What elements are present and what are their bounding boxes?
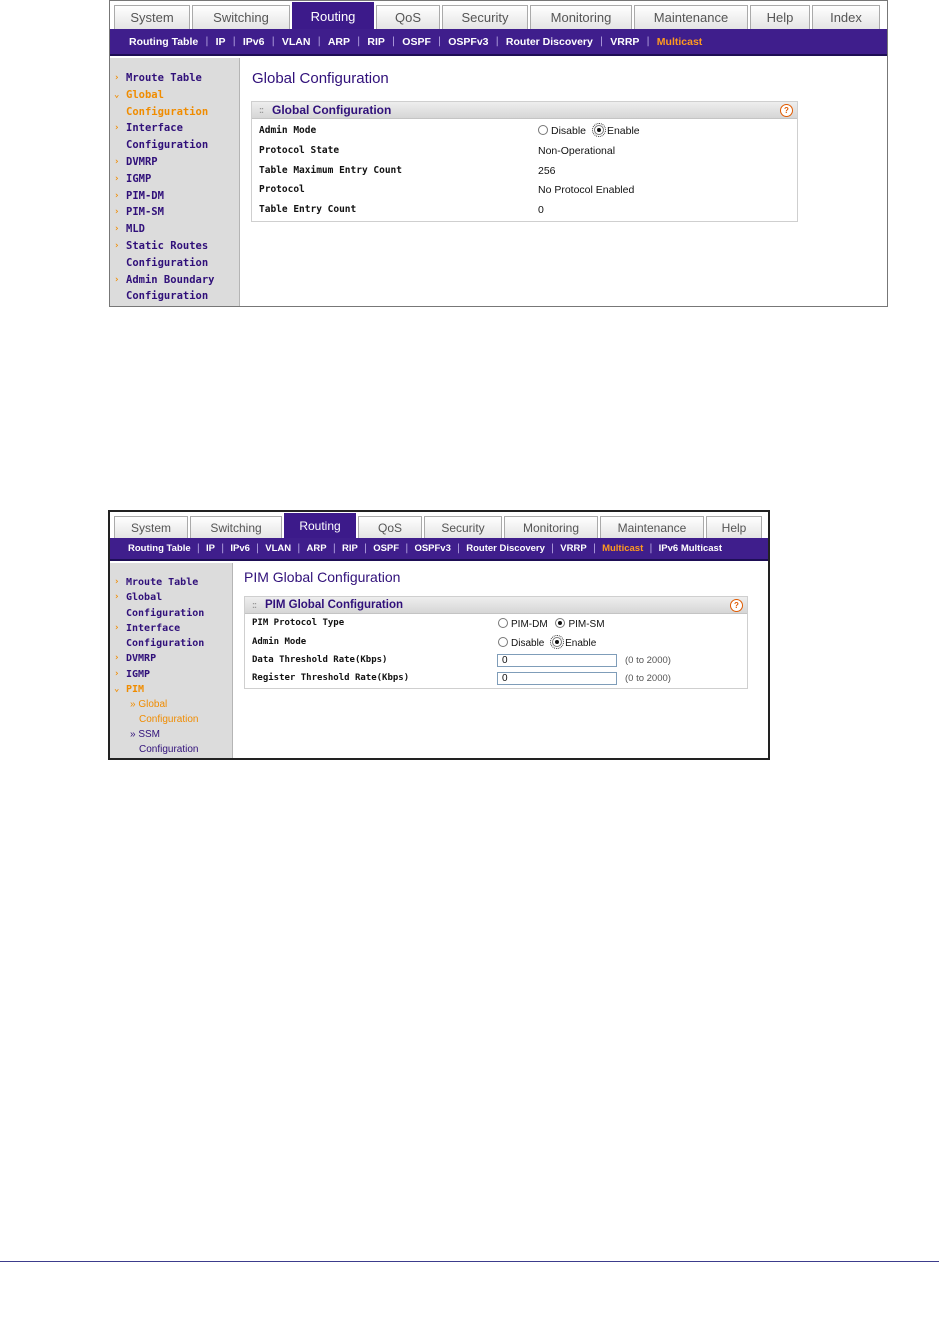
chevron-right-icon: › xyxy=(114,207,120,218)
sidebar-item-dvmrp[interactable] xyxy=(110,651,232,666)
tab-monitoring[interactable]: Monitoring xyxy=(530,5,632,29)
sidebar-item-mroute-table[interactable] xyxy=(110,575,232,590)
subnav-separator: | xyxy=(391,36,396,47)
pim-protocol-type-options xyxy=(498,618,605,630)
sidebar-item-label: Mroute Table xyxy=(126,577,199,588)
protocol-row xyxy=(252,181,797,200)
admin-mode-disable-label: Disable xyxy=(511,638,545,649)
data-threshold-range: (0 to 2000) xyxy=(625,655,671,666)
subnav-ip[interactable]: IP xyxy=(206,543,215,554)
pim-sm-label: PIM-SM xyxy=(568,619,605,630)
admin-mode-enable-radio[interactable] xyxy=(552,637,562,647)
subnav-arp[interactable]: ARP xyxy=(306,543,327,554)
global-configuration-screenshot xyxy=(109,0,888,307)
chevron-down-icon: ⌄ xyxy=(114,89,120,100)
table-entry-count-value: 0 xyxy=(538,204,544,216)
tab-switching[interactable]: Switching xyxy=(192,5,290,29)
subnav-separator: | xyxy=(363,543,368,554)
sidebar-item-pim-sm[interactable] xyxy=(110,204,239,221)
sidebar-item-label: DVMRP xyxy=(126,653,157,665)
table-max-entry-value: 256 xyxy=(538,165,556,177)
tab-switching[interactable]: Switching xyxy=(190,516,282,538)
tab-security[interactable]: Security xyxy=(442,5,528,29)
panel-title: PIM Global Configuration xyxy=(265,599,403,611)
subnav-ipv6[interactable]: IPv6 xyxy=(242,35,265,48)
subnav-router-discovery[interactable]: Router Discovery xyxy=(505,35,593,48)
chevron-right-icon: › xyxy=(114,123,120,134)
tab-monitoring[interactable]: Monitoring xyxy=(504,516,598,538)
pim-dm-radio[interactable] xyxy=(498,618,508,628)
sidebar-item-mroute-table[interactable] xyxy=(110,70,239,87)
sidebar-item-igmp[interactable] xyxy=(110,667,232,682)
chevron-right-icon: › xyxy=(114,653,120,664)
panel-header xyxy=(245,597,747,614)
admin-mode-disable-label: Disable xyxy=(551,125,587,137)
drag-handle-icon: :: xyxy=(259,105,263,115)
table-max-entry-label: Table Maximum Entry Count xyxy=(259,165,402,176)
page-title: PIM Global Configuration xyxy=(244,569,401,585)
pim-protocol-type-label: PIM Protocol Type xyxy=(252,618,345,628)
subnav-routing-table[interactable]: Routing Table xyxy=(129,35,199,48)
page-title: Global Configuration xyxy=(252,70,389,87)
tab-system[interactable]: System xyxy=(114,516,188,538)
sidebar xyxy=(110,58,240,306)
subnav-separator: | xyxy=(646,36,650,47)
main-tab-bar xyxy=(110,1,887,29)
sidebar-item-label: Admin Boundary xyxy=(126,273,215,286)
sidebar-item-label: Static Routes xyxy=(126,239,209,252)
table-max-entry-row xyxy=(252,162,797,181)
sidebar-item-label: Mroute Table xyxy=(126,72,202,84)
sidebar-item-label-continued[interactable]: Configuration xyxy=(126,638,205,650)
admin-mode-enable-label: Enable xyxy=(565,638,597,649)
sidebar-item-label-continued[interactable]: Configuration xyxy=(126,290,209,303)
sidebar-subitem-pim-ssm[interactable]: » SSM xyxy=(130,729,161,741)
sidebar-item-label-continued[interactable]: Configuration xyxy=(126,139,209,152)
sidebar-item-interface-configuration[interactable] xyxy=(110,120,239,137)
protocol-state-label: Protocol State xyxy=(259,145,340,156)
sidebar-item-igmp[interactable] xyxy=(110,171,239,188)
subnav-separator: | xyxy=(332,543,336,554)
subnav-multicast[interactable]: Multicast xyxy=(602,543,644,554)
chevron-right-icon: › xyxy=(114,156,120,167)
subnav-separator: | xyxy=(205,36,209,47)
sidebar-item-label: Interface xyxy=(126,122,183,135)
tab-index[interactable]: Index xyxy=(812,5,880,29)
protocol-state-value: Non-Operational xyxy=(538,145,616,157)
tab-help[interactable]: Help xyxy=(750,5,810,29)
subnav-ospf[interactable]: OSPF xyxy=(373,543,400,554)
sidebar-subitem-label-continued[interactable]: Configuration xyxy=(139,744,199,756)
sidebar-item-label-continued[interactable]: Configuration xyxy=(126,105,209,118)
chevron-right-icon: › xyxy=(114,173,120,184)
sidebar-item-mld[interactable] xyxy=(110,221,239,238)
register-threshold-range: (0 to 2000) xyxy=(625,673,671,684)
chevron-right-icon: › xyxy=(114,190,120,201)
chevron-right-icon: › xyxy=(114,240,120,251)
tab-maintenance[interactable]: Maintenance xyxy=(600,516,704,538)
subnav-separator: | xyxy=(255,543,260,554)
tab-qos[interactable]: QoS xyxy=(376,5,440,29)
sidebar-item-global-configuration[interactable] xyxy=(110,87,239,104)
tab-security[interactable]: Security xyxy=(424,516,502,538)
sidebar-item-label: PIM-DM xyxy=(126,189,164,202)
tab-maintenance[interactable]: Maintenance xyxy=(634,5,748,29)
admin-mode-enable-radio[interactable] xyxy=(594,125,604,135)
subnav-ipv6-multicast[interactable]: IPv6 Multicast xyxy=(658,543,722,554)
pim-protocol-type-row xyxy=(245,615,747,633)
pim-global-configuration-panel xyxy=(244,596,748,689)
subnav-separator: | xyxy=(495,36,499,47)
sidebar-subitem-pim-global[interactable]: » Global xyxy=(130,699,168,711)
subnav-separator: | xyxy=(550,543,555,554)
admin-mode-disable-radio[interactable] xyxy=(498,637,508,647)
table-entry-count-label: Table Entry Count xyxy=(259,204,357,215)
sidebar-item-label-continued[interactable]: Configuration xyxy=(126,256,209,269)
register-threshold-input[interactable] xyxy=(497,672,617,685)
admin-mode-options xyxy=(538,125,640,137)
sidebar-item-label: Global xyxy=(126,88,164,101)
tab-help[interactable]: Help xyxy=(706,516,762,538)
subnav-separator: | xyxy=(297,543,301,554)
subnav-vlan[interactable]: VLAN xyxy=(265,543,292,554)
subnav-arp[interactable]: ARP xyxy=(327,35,351,48)
subnav-separator: | xyxy=(649,543,653,554)
sidebar-item-global-configuration[interactable] xyxy=(110,590,232,605)
chevron-right-icon: › xyxy=(114,592,120,603)
subnav-vrrp[interactable]: VRRP xyxy=(560,543,587,554)
admin-mode-options xyxy=(498,637,596,649)
subnav-ospf[interactable]: OSPF xyxy=(402,35,431,48)
chevron-down-icon: ⌄ xyxy=(114,684,120,695)
subnav-separator: | xyxy=(271,36,275,47)
protocol-label: Protocol xyxy=(259,184,305,195)
chevron-right-icon: › xyxy=(114,622,120,633)
sidebar-item-admin-boundary[interactable] xyxy=(110,272,239,289)
page-footer-rule xyxy=(0,1261,939,1262)
sidebar-item-label: Global xyxy=(126,592,163,604)
sidebar-item-label: Interface xyxy=(126,622,181,634)
subnav-separator: | xyxy=(456,543,461,554)
data-threshold-input[interactable] xyxy=(497,654,617,667)
subnav-multicast[interactable]: Multicast xyxy=(656,35,703,48)
pim-dm-label: PIM-DM xyxy=(511,619,548,630)
subnav-separator: | xyxy=(357,36,361,47)
chevron-right-icon: › xyxy=(114,577,120,587)
sidebar-item-dvmrp[interactable] xyxy=(110,154,239,171)
chevron-right-icon: › xyxy=(114,668,120,679)
subnav-ipv6[interactable]: IPv6 xyxy=(230,543,250,554)
sidebar xyxy=(110,563,233,758)
admin-mode-row xyxy=(245,634,747,652)
help-icon[interactable]: ? xyxy=(730,599,743,612)
content-area xyxy=(233,563,768,758)
subnav-ip[interactable]: IP xyxy=(215,35,226,48)
global-configuration-panel xyxy=(251,101,798,222)
admin-mode-label: Admin Mode xyxy=(252,637,307,647)
register-threshold-row xyxy=(245,670,747,688)
routing-sub-nav xyxy=(110,538,768,561)
admin-mode-label: Admin Mode xyxy=(259,125,317,136)
sidebar-item-label: MLD xyxy=(126,223,145,236)
tab-system[interactable]: System xyxy=(114,5,190,29)
chevron-right-icon: › xyxy=(114,224,120,235)
main-tab-bar xyxy=(110,512,768,538)
pim-sm-radio[interactable] xyxy=(555,618,565,628)
sidebar-item-interface-configuration[interactable] xyxy=(110,621,232,636)
subnav-separator: | xyxy=(317,36,321,47)
admin-mode-enable-label: Enable xyxy=(606,125,640,137)
chevron-right-icon: › xyxy=(114,73,120,83)
subnav-separator: | xyxy=(437,36,442,47)
chevron-right-icon: › xyxy=(114,274,120,285)
admin-mode-disable-radio[interactable] xyxy=(538,125,548,135)
sidebar-item-label: DVMRP xyxy=(126,155,158,168)
help-icon[interactable]: ? xyxy=(780,104,793,117)
subnav-routing-table[interactable]: Routing Table xyxy=(128,543,191,554)
subnav-rip[interactable]: RIP xyxy=(367,35,385,48)
drag-handle-icon: :: xyxy=(252,600,256,610)
sidebar-item-label: IGMP xyxy=(126,172,152,185)
subnav-separator: | xyxy=(196,543,200,554)
sidebar-item-static-routes[interactable] xyxy=(110,238,239,255)
subnav-vrrp[interactable]: VRRP xyxy=(610,35,640,48)
subnav-ospfv3[interactable]: OSPFv3 xyxy=(448,35,489,48)
table-entry-count-row xyxy=(252,201,797,220)
protocol-state-row xyxy=(252,142,797,161)
subnav-separator: | xyxy=(592,543,597,554)
admin-mode-row xyxy=(252,122,797,141)
tab-routing[interactable]: Routing xyxy=(284,513,356,538)
tab-routing[interactable]: Routing xyxy=(292,2,374,29)
subnav-separator: | xyxy=(220,543,225,554)
routing-sub-nav xyxy=(110,29,887,56)
data-threshold-label: Data Threshold Rate(Kbps) xyxy=(252,655,388,665)
data-threshold-row xyxy=(245,652,747,670)
sidebar-item-label: PIM-SM xyxy=(126,206,164,219)
register-threshold-label: Register Threshold Rate(Kbps) xyxy=(252,673,410,683)
sidebar-item-pim[interactable] xyxy=(110,682,232,697)
protocol-value: No Protocol Enabled xyxy=(538,184,635,196)
sidebar-subitem-label-continued[interactable]: Configuration xyxy=(139,714,199,726)
pim-global-configuration-screenshot xyxy=(108,510,770,760)
panel-title: Global Configuration xyxy=(272,103,392,117)
content-area xyxy=(240,58,887,306)
subnav-ospfv3[interactable]: OSPFv3 xyxy=(414,543,451,554)
panel-header xyxy=(252,102,797,119)
tab-qos[interactable]: QoS xyxy=(358,516,422,538)
subnav-vlan[interactable]: VLAN xyxy=(281,35,311,48)
subnav-rip[interactable]: RIP xyxy=(341,543,358,554)
sidebar-item-label-continued[interactable]: Configuration xyxy=(126,607,205,619)
subnav-separator: | xyxy=(405,543,409,554)
sidebar-item-label: IGMP xyxy=(126,668,151,680)
subnav-separator: | xyxy=(599,36,604,47)
subnav-router-discovery[interactable]: Router Discovery xyxy=(466,543,545,554)
sidebar-item-label: PIM xyxy=(126,684,145,696)
subnav-separator: | xyxy=(232,36,236,47)
sidebar-item-pim-dm[interactable] xyxy=(110,188,239,205)
